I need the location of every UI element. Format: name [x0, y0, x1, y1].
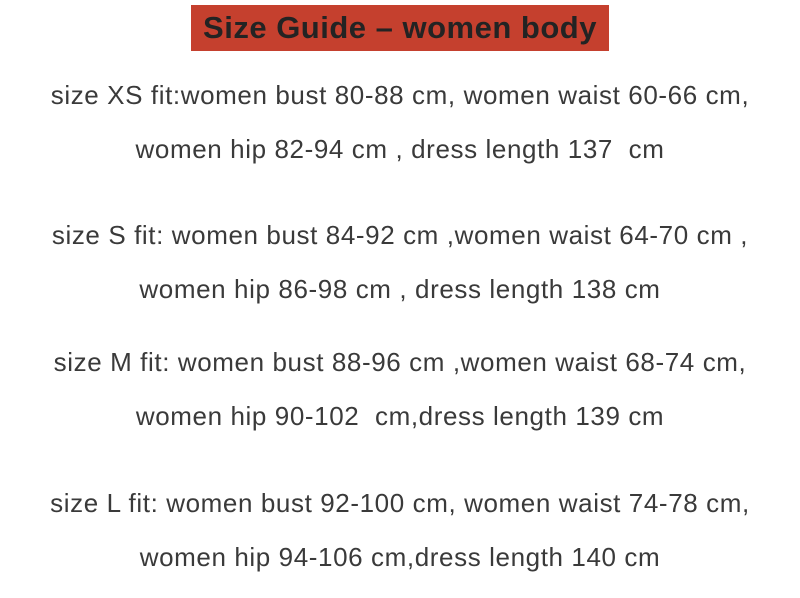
size-block-xs — [0, 68, 800, 176]
size-m-line-1: size M fit: women bust 88-96 cm ,women waist 68-74 cm, — [53, 347, 747, 377]
title-row — [0, 5, 800, 51]
size-l-line-2: women hip 94-106 cm,dress length 140 cm — [139, 542, 661, 572]
size-xs-line-2: women hip 82-94 cm , dress length 137 cm — [135, 134, 665, 164]
size-xs-line-1: size XS fit:women bust 80-88 cm, women waist 60-66 cm, — [50, 80, 750, 110]
size-s-line-2: women hip 86-98 cm , dress length 138 cm — [139, 274, 661, 304]
size-l-line-1: size L fit: women bust 92-100 cm, women waist 74-78 cm, — [50, 488, 750, 518]
size-m-line-2: women hip 90-102 cm,dress length 139 cm — [135, 401, 665, 431]
size-guide-title: Size Guide – women body — [191, 5, 609, 51]
size-block-l — [0, 476, 800, 584]
size-block-s — [0, 208, 800, 316]
size-s-line-1: size S fit: women bust 84-92 cm ,women waist 64-70 cm , — [51, 220, 749, 250]
size-block-m — [0, 335, 800, 443]
